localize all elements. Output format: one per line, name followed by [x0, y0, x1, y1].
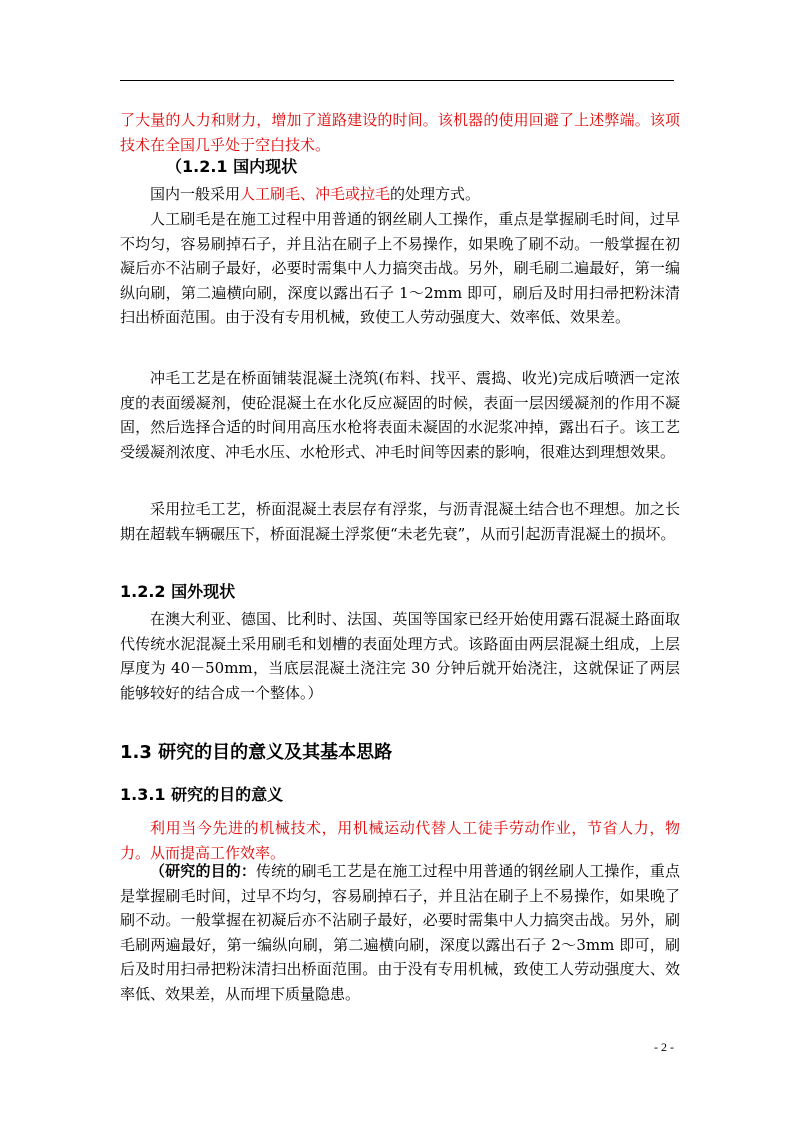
text-lead: 国内一般采用: [150, 185, 241, 203]
paragraph-research-purpose: [120, 859, 680, 1006]
paragraph-raking: 采用拉毛工艺，桥面混凝土表层存有浮浆，与沥青混凝土结合也不理想。加之长期在超载车辆碾压下，桥面混凝土浮浆便“未老先衰”，从而引起沥青混凝土的损坏。: [120, 500, 680, 543]
text-purpose-lead: （研究的目的：: [150, 862, 257, 880]
paragraph-purpose: 利用当今先进的机械技术，用机械运动代替人工徒手劳动作业，节省人力，物力。从而提高工作效率。: [120, 819, 680, 862]
heading-foreign-status: 1.2.2 国外现状: [120, 582, 236, 601]
header-rule: [120, 80, 674, 81]
heading-section-1-3: 1.3 研究的目的意义及其基本思路: [120, 742, 393, 763]
paragraph-foreign: 在澳大利亚、德国、比利时、法国、英国等国家已经开始使用露石混凝土路面取代传统水泥混凝土采用刷毛和划槽的表面处理方式。该路面由两层混凝土组成，上层厚度为 40－50mm，当底层混凝土浇注完 30 分钟后就开始浇注，这就保证了两层能够较好的结合成一个整体。）: [120, 610, 680, 702]
paragraph-manual-brushing: 人工刷毛是在施工过程中用普通的钢丝刷人工操作，重点是掌握刷毛时间，过早不均匀，容易刷掉石子，并且沾在刷子上不易操作，如果晚了刷不动。一般掌握在初凝后亦不沾刷子最好，必要时需集中人力搞突击战。另外，刷毛刷二遍最好，第一编纵向刷，第二遍横向刷，深度以露出石子 1～2mm 即可，刷后及时用扫帚把粉沫清扫出桥面范围。由于没有专用机械，致使工人劳动强度大、效率低、效果差。: [120, 210, 680, 326]
text-purpose-body: 传统的刷毛工艺是在施工过程中用普通的钢丝刷人工操作，重点是掌握刷毛时间，过早不均匀，容易刷掉石子，并且沾在刷子上不易操作，如果晚了刷不动。一般掌握在初凝后亦不沾刷子最好，必要时需集中人力搞突击战。另外，刷毛刷两遍最好，第一编纵向刷，第二遍横向刷，深度以露出石子 2～3mm 即可，刷后及时用扫帚把粉沫清扫出桥面范围。由于没有专用机械，致使工人劳动强度大、效率低、效果差，从而埋下质量隐患。: [120, 862, 680, 1003]
page-number: - 2 -: [654, 1040, 674, 1054]
paragraph-water-flushing: 冲毛工艺是在桥面铺装混凝土浇筑(布料、找平、震捣、收光)完成后喷洒一定浓度的表面缓凝剂，使砼混凝土在水化反应凝固的时候，表面一层因缓凝剂的作用不凝固，然后选择合适的时间用高压水枪将表面未凝固的水泥浆冲掉，露出石子。该工艺受缓凝剂浓度、冲毛水压、水枪形式、冲毛时间等因素的影响，很难达到理想效果。: [120, 369, 680, 461]
paragraph-continuation: 了大量的人力和财力，增加了道路建设的时间。该机器的使用回避了上述弊端。该项技术在全国几乎处于空白技术。: [120, 111, 680, 154]
text-highlight-methods: 人工刷毛、冲毛或拉毛: [240, 185, 391, 203]
paragraph-domestic-methods: [120, 182, 680, 207]
text-tail: 的处理方式。: [390, 185, 481, 203]
heading-domestic-status: （1.2.1 国内现状: [166, 157, 298, 176]
heading-subsection-1-3-1: 1.3.1 研究的目的意义: [120, 785, 284, 804]
